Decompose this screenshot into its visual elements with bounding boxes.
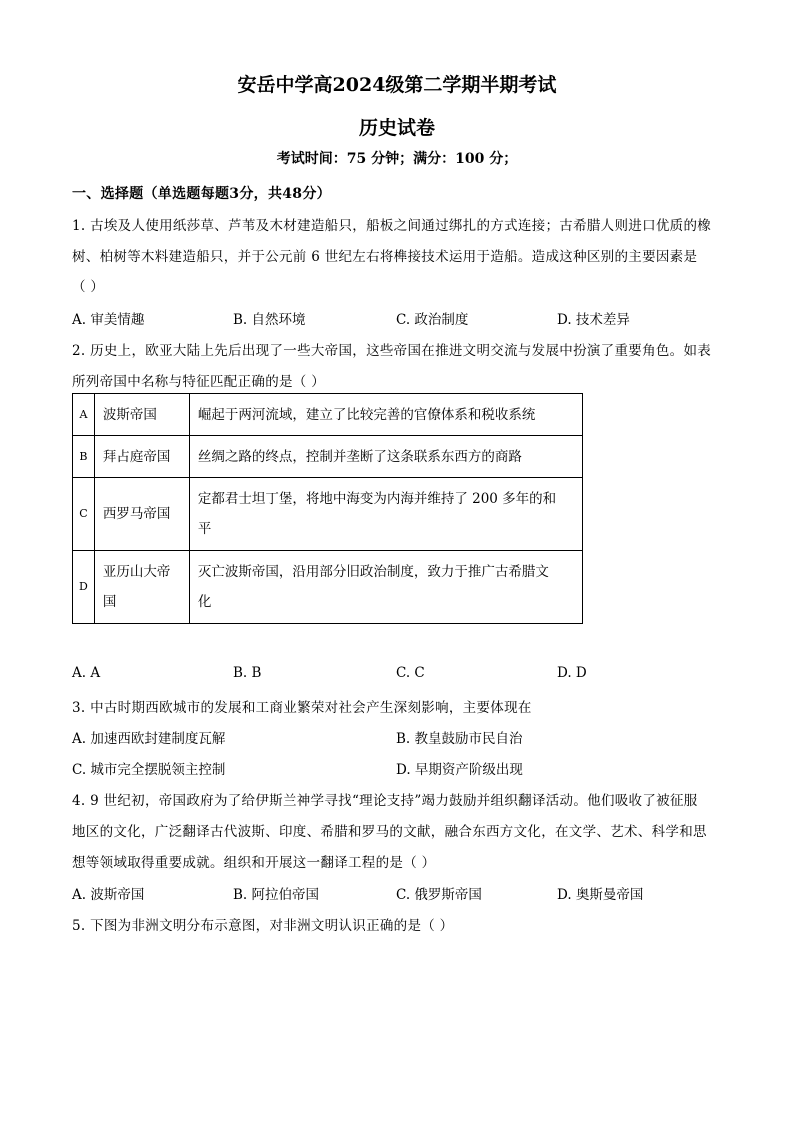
exam-info: 考试时间：75 分钟；满分：100 分； (276, 151, 518, 167)
empire-name-line2: 国 (102, 594, 117, 610)
empire-name-line1: 亚历山大帝 (102, 564, 171, 580)
row-key: C (73, 478, 95, 551)
table-row (73, 394, 583, 436)
section-heading: 一、选择题（单选题每题3分，共48分） (72, 186, 331, 202)
q2-stem-line1: 2. 历史上，欧亚大陆上先后出现了一些大帝国，这些帝国在推进文明交流与发展中扮演了重要角色。如表 (72, 343, 712, 359)
q3-option-b: B. 教皇鼓励市民自治 (396, 731, 523, 747)
empire-feature: 丝绸之路的终点，控制并垄断了这条联系东西方的商路 (189, 436, 582, 478)
empire-feature (189, 478, 582, 551)
q1-option-b: B. 自然环境 (233, 312, 306, 328)
q4-option-a: A. 波斯帝国 (72, 887, 145, 903)
empire-feature-line1: 灭亡波斯帝国，沿用部分旧政治制度，致力于推广古希腊文 (197, 564, 549, 580)
row-key: D (73, 551, 95, 624)
q4-stem-line2: 地区的文化，广泛翻译古代波斯、印度、希腊和罗马的文献，融合东西方文化，在文学、艺术、科学和思 (72, 824, 707, 840)
empire-feature (189, 551, 582, 624)
empire-feature: 崛起于两河流域，建立了比较完善的官僚体系和税收系统 (189, 394, 582, 436)
q5-stem-line1: 5. 下图为非洲文明分布示意图，对非洲文明认识正确的是（ ） (72, 918, 454, 934)
row-key: A (73, 394, 95, 436)
empire-name: 拜占庭帝国 (94, 436, 189, 478)
empire-feature-line2: 化 (197, 594, 212, 610)
q1-stem-line2: 树、柏树等木料建造船只，并于公元前 6 世纪左右将榫接技术运用于造船。造成这种区别的主要因素是 (72, 249, 698, 265)
row-key: B (73, 436, 95, 478)
q1-option-a: A. 审美情趣 (72, 312, 145, 328)
q4-stem-line3: 想等领域取得重要成就。组织和开展这一翻译工程的是（ ） (72, 855, 436, 871)
q1-stem-line3: （ ） (72, 279, 105, 295)
q4-option-d: D. 奥斯曼帝国 (557, 887, 644, 903)
q2-option-c: C. C (396, 665, 425, 681)
q4-option-b: B. 阿拉伯帝国 (233, 887, 320, 903)
table-row (73, 436, 583, 478)
exam-subtitle: 历史试卷 (358, 117, 435, 139)
empire-name (94, 551, 189, 624)
table-row (73, 551, 583, 624)
empire-name: 波斯帝国 (94, 394, 189, 436)
q1-option-c: C. 政治制度 (396, 312, 469, 328)
empire-feature-line2: 平 (197, 521, 212, 537)
q1-stem-line1: 1. 古埃及人使用纸莎草、芦苇及木材建造船只，船板之间通过绑扎的方式连接；古希腊人则进口优质的橡 (72, 218, 712, 234)
exam-title: 安岳中学高2024级第二学期半期考试 (237, 74, 557, 96)
q2-option-d: D. D (557, 665, 587, 681)
empire-feature-line1: 定都君士坦丁堡，将地中海变为内海并维持了 200 多年的和 (197, 491, 557, 507)
q2-option-b: B. B (233, 665, 262, 681)
q4-stem-line1: 4. 9 世纪初，帝国政府为了给伊斯兰神学寻找“理论支持”竭力鼓励并组织翻译活动。他们吸收了被征服 (72, 793, 698, 809)
table-row (73, 478, 583, 551)
q2-option-a: A. A (72, 665, 101, 681)
q3-option-a: A. 加速西欧封建制度瓦解 (72, 731, 226, 747)
q3-stem-line1: 3. 中古时期西欧城市的发展和工商业繁荣对社会产生深刻影响，主要体现在 (72, 700, 532, 716)
q4-option-c: C. 俄罗斯帝国 (396, 887, 482, 903)
q3-option-d: D. 早期资产阶级出现 (396, 762, 523, 778)
q3-option-c: C. 城市完全摆脱领主控制 (72, 762, 226, 778)
q1-option-d: D. 技术差异 (557, 312, 630, 328)
empire-name: 西罗马帝国 (94, 478, 189, 551)
empire-table (72, 393, 583, 624)
q2-stem-line2: 所列帝国中名称与特征匹配正确的是（ ） (72, 374, 325, 390)
